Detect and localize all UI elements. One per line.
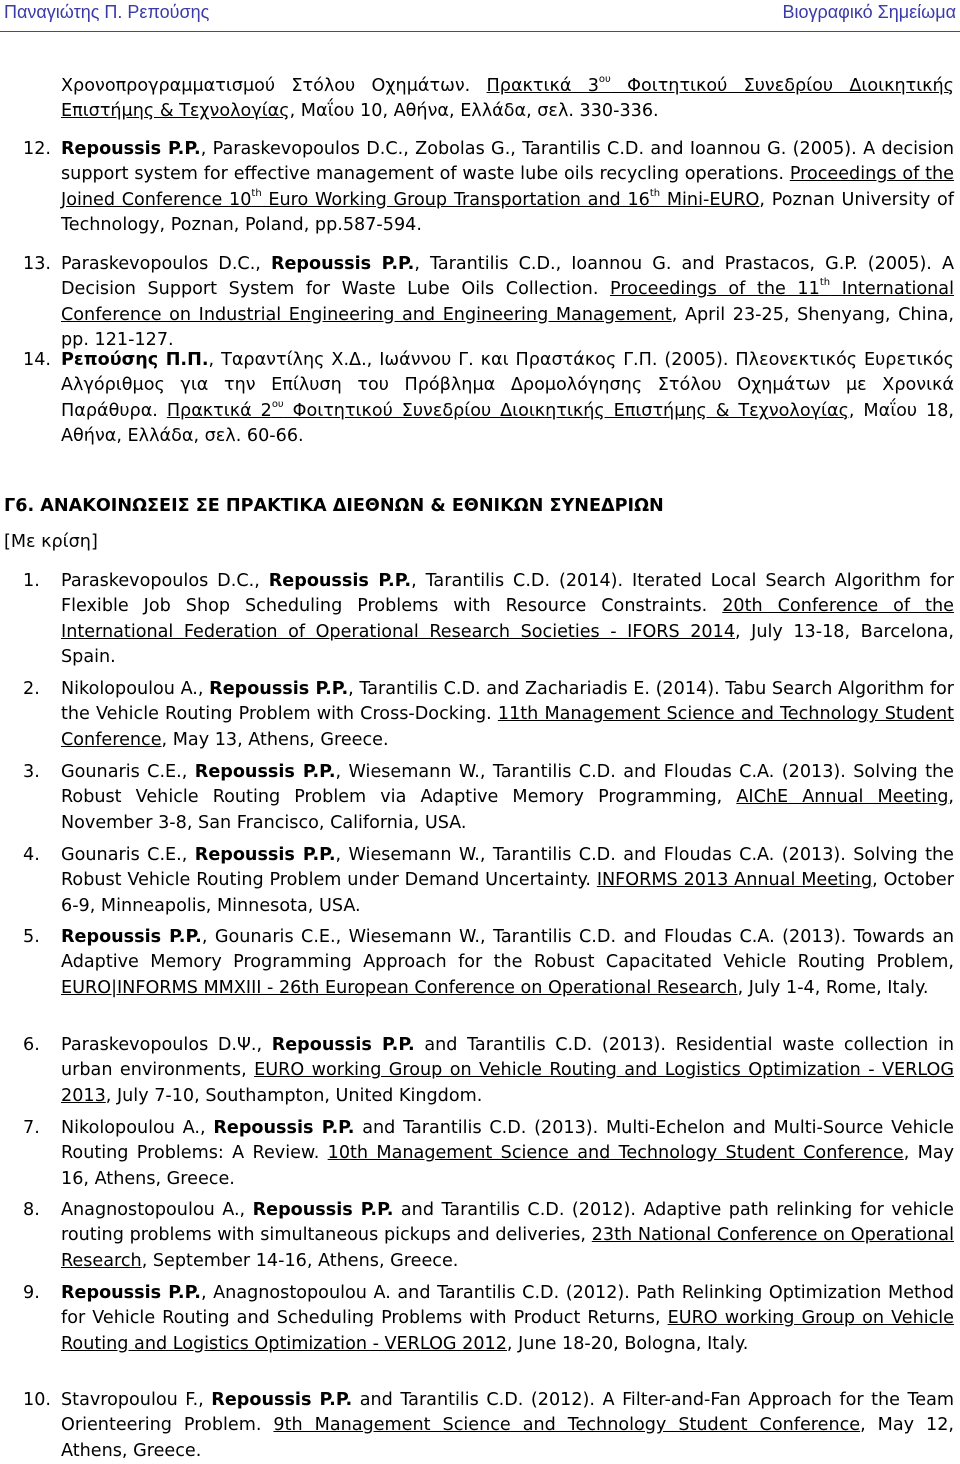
conference-entry-4: 4. Gounaris C.E., Repoussis P.P., Wiesemann W., Tarantilis C.D. and Floudas C.A. (2013). Solving the Robust Vehicle Routing Problem under Demand Uncertainty. INFORMS 2013 Annual Meeting, October 6-9, Minneapolis, Minnesota, USA.: [23, 845, 954, 916]
highlighted-author: Repoussis P.P.: [211, 1390, 353, 1410]
highlighted-author: Repoussis P.P.: [61, 1283, 201, 1303]
venue-link: 9th Management Science and Technology Student Conference: [273, 1415, 861, 1436]
venue-link: 11th Management Science and Technology Student Conference: [61, 704, 954, 750]
highlighted-author: Repoussis P.P.: [271, 1035, 415, 1055]
publication-entry-13: 13. Paraskevopoulos D.C., Repoussis P.P., Tarantilis C.D., Ioannou G. and Prastacos, G.P. (2005). A Decision Support System for Waste Lube Oils Collection. Proceedings of the 11th International Conference on Industrial Engineering and Engineering Management, April 23-25, Shenyang, China, pp. 121-127.: [23, 254, 954, 350]
entry-number: 6.: [23, 1035, 40, 1055]
entry-number: 13.: [23, 254, 51, 274]
conference-entry-10: 10. Stavropoulou F., Repoussis P.P. and Tarantilis C.D. (2012). A Filter-and-Fan Approach for the Team Orienteering Problem. 9th Management Science and Technology Student Conference, May 12, Athens, Greece.: [23, 1390, 955, 1461]
continued-entry: Χρονοπρογραμματισμού Στόλου Οχημάτων. Πρακτικά $3^{o\upsilon}$ Φοιτητικού Συνεδρίου Διοικητικής Επιστήμης & Τεχνολογίας, Μαΐου 10, Αθήνα, Ελλάδα, σελ. 330-336.: [61, 74, 954, 122]
conference-entry-6: 6. Paraskevopoulos D.Ψ., Repoussis P.P. and Tarantilis C.D. (2013). Residential waste collection in urban environments, EURO working Group on Vehicle Routing and Logistics Optimization - VERLOG 2013, July 7-10, Southampton, United Kingdom.: [23, 1035, 955, 1106]
conference-entry-1: 1. Paraskevopoulos D.C., Repoussis P.P., Tarantilis C.D. (2014). Iterated Local Search Algorithm for Flexible Job Shop Scheduling Problems with Resource Constraints. 20th Conference of the International Federation of Operational Research Societies - IFORS 2014, July 13-18, Barcelona, Spain.: [23, 571, 955, 667]
highlighted-author: Repoussis P.P.: [252, 1200, 394, 1220]
conference-entry-5: 5. Repoussis P.P., Gounaris C.E., Wiesemann W., Tarantilis C.D. and Floudas C.A. (2013). Towards an Adaptive Memory Programming Approach for the Robust Capacitated Vehicle Routing Problem, EURO|INFORMS MMXIII - 26th European Conference on Operational Research, July 1-4, Rome, Italy.: [23, 927, 955, 998]
entry-number: 12.: [23, 139, 51, 159]
highlighted-author: Repoussis P.P.: [194, 762, 336, 782]
entry-number: 8.: [23, 1200, 40, 1220]
venue-link: EURO working Group on Vehicle Routing and Logistics Optimization - VERLOG 2013: [61, 1060, 954, 1106]
venue-link: EURO|INFORMS MMXIII - 26th European Conference on Operational Research: [61, 977, 738, 998]
entry-number: 9.: [23, 1283, 40, 1303]
highlighted-author: Repoussis P.P.: [61, 927, 202, 947]
venue-link: 20th Conference of the International Federation of Operational Research Societies - IFORS 2014: [61, 596, 954, 642]
entry-number: 2.: [23, 679, 40, 699]
entry-number: 4.: [23, 845, 40, 865]
conference-entry-8: 8. Anagnostopoulou A., Repoussis P.P. and Tarantilis C.D. (2012). Adaptive path relinking for vehicle routing problems with simultaneous pickups and deliveries, 23th National Conference on Operational Research, September 14-16, Athens, Greece.: [23, 1200, 955, 1271]
publication-entry-12: 12. Repoussis P.P., Paraskevopoulos D.C., Zobolas G., Tarantilis C.D. and Ioannou G. (2005). A decision support system for effective management of waste lube oils recycling operations. Proceedings of the Joined Conference 10th Euro Working Group Transportation and 16th Mini-EURO, Poznan University of Technology, Poznan, Poland, pp.587-594.: [23, 139, 955, 235]
header-document-title: Βιογραφικό Σημείωμα: [782, 2, 956, 22]
venue-link: Proceedings of the Joined Conference 10th Euro Working Group Transportation and 16th Mini-EURO: [61, 164, 954, 210]
page-header: [0, 0, 960, 32]
venue-link: AIChE Annual Meeting: [736, 787, 949, 808]
conference-entry-9: 9. Repoussis P.P., Anagnostopoulou A. and Tarantilis C.D. (2012). Path Relinking Optimization Method for Vehicle Routing and Scheduling Problems with Product Returns, EURO working Group on Vehicle Routing and Logistics Optimization - VERLOG 2012, June 18-20, Bologna, Italy.: [23, 1283, 954, 1354]
venue-link: EURO working Group on Vehicle Routing and Logistics Optimization - VERLOG 2012: [61, 1308, 954, 1354]
publication-entry-14: 14. Ρεπούσης Π.Π., Ταραντίλης Χ.Δ., Ιωάννου Γ. και Πραστάκος Γ.Π. (2005). Πλεονεκτικός Ευρετικός Αλγόριθμος για την Επίλυση του Πρόβλημα Δρομολόγησης Στόλου Οχημάτων με Χρονικά Παράθυρα. Πρακτικά $2^{o\upsilon}$ Φοιτητικού Συνεδρίου Διοικητικής Επιστήμης & Τεχνολογίας, Μαΐου 18, Αθήνα, Ελλάδα, σελ. 60-66.: [23, 350, 954, 446]
header-author-name: Παναγιώτης Π. Ρεπούσης: [4, 2, 210, 22]
entry-number: 14.: [23, 350, 51, 370]
venue-link: 23th National Conference on Operational Research: [61, 1225, 954, 1271]
conference-entry-2: 2. Nikolopoulou A., Repoussis P.P., Tarantilis C.D. and Zachariadis E. (2014). Tabu Search Algorithm for the Vehicle Routing Problem with Cross-Docking. 11th Management Science and Technology Student Conference, May 13, Athens, Greece.: [23, 679, 955, 750]
conference-entry-7: 7. Nikolopoulou A., Repoussis P.P. and Tarantilis C.D. (2013). Multi-Echelon and Multi-Source Vehicle Routing Problems: A Review. 10th Management Science and Technology Student Conference, May 16, Athens, Greece.: [23, 1118, 955, 1189]
section-heading: Γ6. ΑΝΑΚΟΙΝΩΣΕΙΣ ΣΕ ΠΡΑΚΤΙΚΑ ΔΙΕΘΝΩΝ & ΕΘΝΙΚΩΝ ΣΥΝΕΔΡΙΩΝ: [4, 496, 664, 516]
entry-number: 7.: [23, 1118, 40, 1138]
venue-link: 10th Management Science and Technology Student Conference: [327, 1143, 904, 1164]
entry-number: 1.: [23, 571, 40, 591]
highlighted-author: Repoussis P.P.: [194, 845, 336, 865]
conference-entry-3: 3. Gounaris C.E., Repoussis P.P., Wiesemann W., Tarantilis C.D. and Floudas C.A. (2013). Solving the Robust Vehicle Routing Problem via Adaptive Memory Programming, AIChE Annual Meeting, November 3-8, San Francisco, California, USA.: [23, 762, 954, 833]
highlighted-author: Repoussis P.P.: [209, 679, 349, 699]
highlighted-author: Repoussis P.P.: [270, 254, 415, 274]
venue-link: Proceedings of the 11th International Conference on Industrial Engineering and Engineering Management: [61, 277, 954, 325]
entry-number: 5.: [23, 927, 40, 947]
highlighted-author: Repoussis P.P.: [61, 139, 201, 159]
highlighted-author: Repoussis P.P.: [268, 571, 412, 591]
highlighted-author: Repoussis P.P.: [213, 1118, 355, 1138]
section-subheading: [Με κρίση]: [4, 532, 98, 552]
highlighted-author: Ρεπούσης Π.Π.: [61, 350, 209, 370]
entry-number: 10.: [23, 1390, 51, 1410]
venue-link: INFORMS 2013 Annual Meeting: [596, 870, 873, 891]
entry-number: 3.: [23, 762, 40, 782]
venue-link: Πρακτικά $2^{o\upsilon}$ Φοιτητικού Συνεδρίου Διοικητικής Επιστήμης & Τεχνολογίας: [166, 398, 849, 421]
venue-link: Πρακτικά $3^{o\upsilon}$ Φοιτητικού Συνεδρίου Διοικητικής Επιστήμης & Τεχνολογίας: [61, 74, 954, 122]
